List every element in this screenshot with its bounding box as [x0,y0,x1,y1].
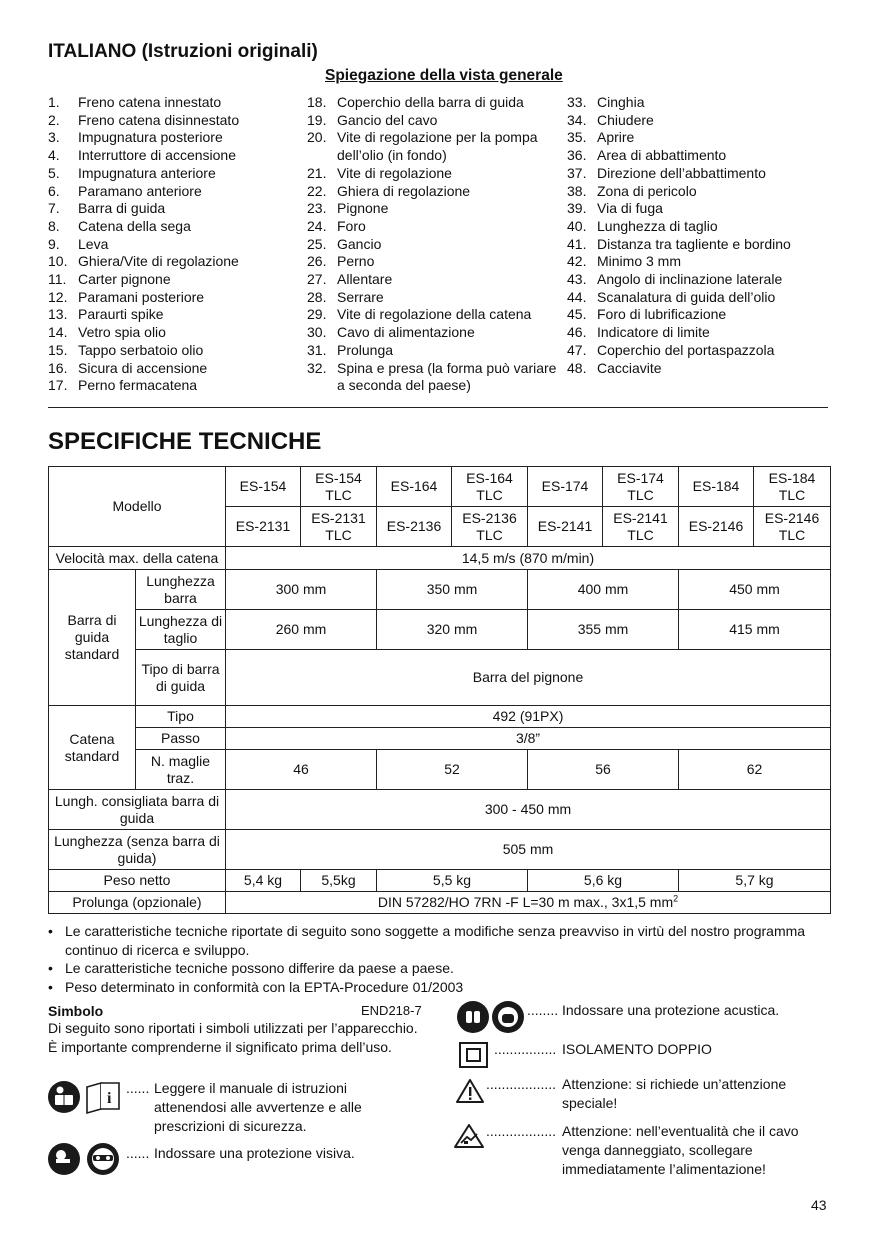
overview-item [48,324,298,342]
value-cell: 5,5kg [301,870,377,892]
overview-item [48,236,298,254]
value-cell: 56 [528,750,679,790]
overview-item [307,342,559,360]
lungh-consigliata-value: 300 - 450 mm [226,790,831,830]
lunghezza-senza-value: 505 mm [226,830,831,870]
item-label: Impugnatura posteriore [78,129,223,146]
value-cell: 5,5 kg [377,870,528,892]
overview-item [48,289,298,307]
value-cell: 5,7 kg [679,870,831,892]
item-number: 10. [48,253,68,270]
value-cell: 5,6 kg [528,870,679,892]
item-label: Freno catena innestato [78,94,222,110]
modello-label: Modello [49,467,226,547]
item-label: Via di fuga [597,200,663,217]
model-cell: ES-154 [226,467,301,507]
note-item: • Le caratteristiche tecniche riportate di seguito sono soggette a modifiche senza preavviso in virtù del nostro programma continuo di ricerca e sviluppo. [48,923,806,958]
model-cell: ES-2131 TLC [301,507,377,547]
catena-group-label: Catena standard [49,706,136,790]
overview-item [307,289,559,307]
item-label: Prolunga [337,341,394,358]
symbol-dots: .................. [486,1076,557,1092]
item-label: Lunghezza di taglio [597,217,718,234]
item-label: Ghiera di regolazione [337,182,471,199]
bullet: • [48,960,53,976]
symbol-dots: ................ [494,1041,557,1057]
overview-item [48,342,298,360]
overview-item [567,306,837,324]
table-row [49,650,831,706]
value-cell: 62 [679,750,831,790]
overview-item [567,200,837,218]
symbol-dots: ...... [126,1145,150,1161]
item-number: 2. [48,111,60,128]
symbol-heading: Simbolo [48,1003,104,1019]
overview-item [567,129,837,147]
item-label: Indicatore di limite [597,324,710,341]
item-label: Perno fermacatena [78,377,198,394]
item-label: Allentare [337,271,393,288]
item-number: 15. [48,341,68,358]
item-label: Vetro spia olio [78,324,166,341]
overview-item [567,253,837,271]
bullet: • [48,978,53,995]
item-label: Sicura di accensione [78,359,208,376]
item-label: Angolo di inclinazione laterale [597,271,783,288]
item-number: 32. [307,359,327,376]
item-label: Ghiera/Vite di regolazione [78,253,239,270]
value-cell: 355 mm [528,610,679,650]
overview-item [307,306,559,324]
item-label: Cavo di alimentazione [337,324,475,341]
symbol-text-eye: Indossare una protezione visiva. [154,1145,355,1161]
symbol-text-ear: Indossare una protezione acustica. [562,1002,780,1018]
bullet: • [48,923,53,939]
table-row [49,728,831,750]
prolunga-text: DIN 57282/HO 7RN -F L=30 m max., 3x1,5 mm [377,894,674,910]
overview-item [567,236,837,254]
item-label: Tappo serbatoio olio [78,341,204,358]
value-cell: 450 mm [679,570,831,610]
value-cell: 46 [226,750,377,790]
item-number: 29. [307,306,327,323]
item-label: Minimo 3 mm [597,253,682,270]
item-label: Vite di regolazione [337,164,452,181]
overview-item [567,342,837,360]
item-label: Leva [78,235,109,252]
overview-item [567,360,837,378]
model-cell: ES-154 TLC [301,467,377,507]
overview-item [48,377,298,395]
symbol-text-manual: Leggere il manuale di istruzioni attenendosi alle avvertenze e alle prescrizioni di sicurezza. [154,1080,362,1134]
item-number: 40. [567,217,587,234]
item-label: Paraurti spike [78,306,164,323]
overview-item [567,218,837,236]
overview-subtitle: Spiegazione della vista generale [325,67,563,84]
symbol-text-cable: Attenzione: nell’eventualità che il cavo venga danneggiato, scollegare immediatamente l’alimentazione! [562,1123,799,1177]
symbol-dots: ........ [527,1002,559,1018]
divider [48,407,828,408]
item-label: Catena della sega [78,217,191,234]
overview-item [48,112,298,130]
item-label: Impugnatura anteriore [78,164,216,181]
model-cell: ES-184 [679,467,754,507]
item-label: Pignone [337,200,389,217]
symbol-dots: ...... [126,1080,150,1096]
item-number: 4. [48,147,60,164]
item-label: Scanalatura di guida dell’olio [597,288,776,305]
specs-title: SPECIFICHE TECNICHE [48,428,322,455]
symbol-text-double: ISOLAMENTO DOPPIO [562,1041,712,1057]
item-number: 7. [48,200,60,217]
maglie-label: N. maglie traz. [136,750,226,790]
item-number: 23. [307,200,327,217]
overview-item [48,129,298,147]
item-number: 43. [567,271,587,288]
overview-item [48,271,298,289]
warning-icon [455,1077,485,1105]
model-cell: ES-174 [528,467,603,507]
item-number: 1. [48,94,60,110]
overview-item [567,112,837,130]
passo-label: Passo [136,728,226,750]
item-label: Zona di pericolo [597,182,697,199]
item-number: 35. [567,129,587,146]
value-cell: 260 mm [226,610,377,650]
value-cell: 400 mm [528,570,679,610]
overview-item [307,129,559,164]
model-cell: ES-184 TLC [754,467,831,507]
table-row [49,570,831,610]
item-label: Freno catena disinnestato [78,111,240,128]
model-cell: ES-164 TLC [452,467,528,507]
overview-column-1 [48,94,298,395]
table-row [49,467,831,507]
model-cell: ES-164 [377,467,452,507]
ear-protection-icon [456,1000,526,1034]
item-number: 18. [307,94,327,110]
value-cell: 300 mm [226,570,377,610]
overview-item [567,94,837,112]
item-label: Cacciavite [597,359,662,376]
overview-column-3 [567,94,837,377]
item-number: 36. [567,147,587,164]
lunghezza-barra-label: Lunghezza barra [136,570,226,610]
model-cell: ES-2136 [377,507,452,547]
item-number: 26. [307,253,327,270]
item-label: Paramani posteriore [78,288,205,305]
item-label: Coperchio della barra di guida [337,94,524,110]
overview-item [48,183,298,201]
overview-item [307,183,559,201]
item-label: Perno [337,253,375,270]
item-label: Chiudere [597,111,654,128]
item-number: 19. [307,111,327,128]
item-number: 28. [307,288,327,305]
double-insulation-icon [458,1041,490,1069]
value-cell: 5,4 kg [226,870,301,892]
item-label: Direzione dell’abbattimento [597,164,766,181]
item-number: 22. [307,182,327,199]
overview-item [48,94,298,112]
item-number: 8. [48,217,60,234]
item-number: 48. [567,359,587,376]
item-number: 12. [48,288,68,305]
table-row [49,790,831,830]
item-label: Gancio del cavo [337,111,438,128]
section-title: ITALIANO (Istruzioni originali) [48,41,318,62]
item-number: 5. [48,164,60,181]
overview-item [307,360,559,395]
item-number: 46. [567,324,587,341]
item-label: Foro di lubrificazione [597,306,727,323]
item-number: 21. [307,164,327,181]
item-number: 33. [567,94,587,110]
overview-item [307,253,559,271]
overview-item [48,218,298,236]
velocita-value: 14,5 m/s (870 m/min) [226,547,831,570]
overview-item [567,271,837,289]
item-label: Barra di guida [78,200,166,217]
item-label: Vite di regolazione della catena [337,306,532,323]
item-number: 39. [567,200,587,217]
peso-label: Peso netto [49,870,226,892]
overview-column-2 [307,94,559,395]
item-label: Foro [337,217,366,234]
item-number: 25. [307,235,327,252]
prolunga-label: Prolunga (opzionale) [49,892,226,914]
overview-item [48,360,298,378]
item-number: 11. [48,271,67,288]
item-number: 17. [48,377,68,394]
overview-item [307,94,559,112]
lungh-consigliata-label: Lungh. consigliata barra di guida [49,790,226,830]
overview-item [48,306,298,324]
overview-item [307,324,559,342]
spec-notes [48,922,828,996]
overview-item [567,183,837,201]
symbol-text-warning: Attenzione: si richiede un’attenzione speciale! [562,1076,787,1111]
item-number: 37. [567,164,587,181]
overview-item [567,324,837,342]
item-number: 30. [307,324,327,341]
model-cell: ES-174 TLC [603,467,679,507]
spec-table [48,466,831,914]
model-cell: ES-2141 [528,507,603,547]
overview-item [307,112,559,130]
table-row [49,547,831,570]
overview-item [48,253,298,271]
model-cell: ES-2136 TLC [452,507,528,547]
table-row [49,830,831,870]
item-label: Carter pignone [78,271,171,288]
overview-item [48,200,298,218]
item-label: Distanza tra tagliente e bordino [597,235,791,252]
overview-item [307,271,559,289]
overview-item [307,218,559,236]
eye-protection-icon [47,1142,123,1176]
item-label: Paramano anteriore [78,182,202,199]
value-cell: 320 mm [377,610,528,650]
item-label: Gancio [337,235,382,252]
overview-item [567,165,837,183]
symbol-dots: .................. [486,1123,557,1139]
table-row [49,750,831,790]
item-number: 13. [48,306,68,323]
note-item: • Peso determinato in conformità con la EPTA-Procedure 01/2003 [48,978,464,995]
symbol-intro: Di seguito sono riportati i simboli utilizzati per l’apparecchio. È importante comprenderne il significato prima dell’uso. [48,1020,418,1055]
model-cell: ES-2146 TLC [754,507,831,547]
tipo-barra-label: Tipo di barra di guida [136,650,226,706]
table-row [49,706,831,728]
model-cell: ES-2131 [226,507,301,547]
overview-item [567,147,837,165]
overview-item [48,165,298,183]
item-label: Coperchio del portaspazzola [597,341,775,358]
item-number: 42. [567,253,587,270]
item-number: 34. [567,111,587,128]
overview-item [307,200,559,218]
lunghezza-taglio-label: Lunghezza di taglio [136,610,226,650]
table-row [49,870,831,892]
item-number: 44. [567,288,587,305]
overview-item [567,289,837,307]
model-cell: ES-2146 [679,507,754,547]
tipo-barra-value: Barra del pignone [226,650,831,706]
prolunga-sup: 2 [673,893,679,904]
item-label: Spina e presa (la forma può variare a seconda del paese) [337,359,557,394]
cable-warning-icon [453,1122,485,1150]
barra-group-label: Barra di guida standard [49,570,136,706]
note-item: • Le caratteristiche tecniche possono differire da paese a paese. [48,960,454,976]
item-label: Serrare [337,288,384,305]
item-number: 6. [48,182,60,199]
item-number: 41. [567,235,587,252]
item-number: 16. [48,359,68,376]
item-number: 45. [567,306,587,323]
tipo-label: Tipo [136,706,226,728]
item-label: Vite di regolazione per la pompa dell’olio (in fondo) [337,129,538,164]
page-number: 43 [811,1197,827,1213]
item-number: 38. [567,182,587,199]
item-label: Area di abbattimento [597,147,727,164]
item-number: 27. [307,271,327,288]
value-cell: 415 mm [679,610,831,650]
item-number: 9. [48,235,60,252]
item-number: 47. [567,341,587,358]
tipo-value: 492 (91PX) [226,706,831,728]
table-row [49,892,831,914]
item-label: Interruttore di accensione [78,147,236,164]
value-cell: 52 [377,750,528,790]
item-label: Aprire [597,129,635,146]
item-number: 31. [307,341,327,358]
read-manual-icon [47,1079,123,1115]
passo-value: 3/8” [226,728,831,750]
svg-text:i: i [107,1090,112,1107]
item-number: 20. [307,129,327,146]
item-number: 3. [48,129,60,146]
item-label: Cinghia [597,94,645,110]
velocita-label: Velocità max. della catena [49,547,226,570]
prolunga-value [226,892,831,914]
overview-item [307,236,559,254]
model-cell: ES-2141 TLC [603,507,679,547]
table-row [49,610,831,650]
symbol-code: END218-7 [361,1003,422,1018]
lunghezza-senza-label: Lunghezza (senza barra di guida) [49,830,226,870]
value-cell: 350 mm [377,570,528,610]
item-number: 14. [48,324,68,341]
overview-item [48,147,298,165]
item-number: 24. [307,217,327,234]
overview-item [307,165,559,183]
